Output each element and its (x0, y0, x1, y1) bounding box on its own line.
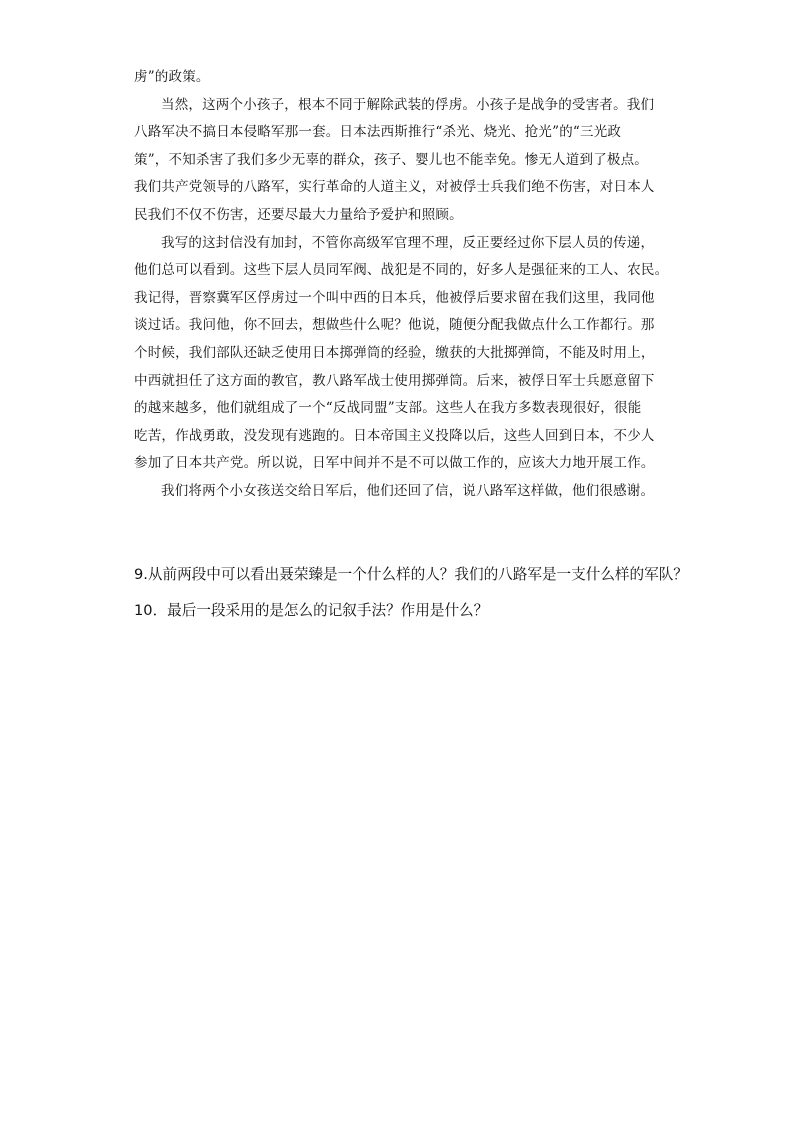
passage-line: 我记得，晋察冀军区俘虏过一个叫中西的日本兵，他被俘后要求留在我们这里，我同他 (134, 289, 655, 306)
question-9: 9.从前两段中可以看出聂荣臻是一个什么样的人？我们的八路军是一支什么样的军队？ (134, 566, 688, 583)
passage-line: 中西就担任了这方面的教官，教八路军战士使用掷弹筒。后来，被俘日军士兵愿意留下 (134, 372, 655, 389)
passage-text (134, 64, 669, 506)
passage-line: 民我们不仅不伤害，还要尽最大力量给予爱护和照顾。 (134, 206, 463, 223)
passage-line: 八路军决不搞日本侵略军那一套。日本法西斯推行“杀光、烧光、抢光”的“三光政 (134, 124, 622, 141)
passage-line: 的越来越多，他们就组成了一个“反战同盟”支部。这些人在我方多数表现很好，很能 (134, 400, 642, 417)
passage-line: 参加了日本共产党。所以说，日军中间并不是不可以做工作的，应该大力地开展工作。 (134, 455, 655, 472)
passage-line: 我们共产党领导的八路军，实行革命的人道主义，对被俘士兵我们绝不伤害，对日本人 (134, 179, 655, 196)
passage-line: 策”，不知杀害了我们多少无辜的群众，孩子、婴儿也不能幸免。惨无人道到了极点。 (134, 151, 649, 168)
passage-line: 吃苦，作战勇敢，没发现有逃跑的。日本帝国主义投降以后，这些人回到日本，不少人 (134, 427, 655, 444)
passage-line: 我写的这封信没有加封，不管你高级军官理不理，反正要经过你下层人员的传递， (161, 234, 655, 251)
passage-line: 虏”的政策。 (134, 69, 210, 85)
passage-line: 谈过话。我问他，你不回去，想做些什么呢？他说，随便分配我做点什么工作都行。那 (134, 317, 655, 334)
passage-line: 当然，这两个小孩子，根本不同于解除武装的俘虏。小孩子是战争的受害者。我们 (161, 96, 655, 113)
passage-line: 他们总可以看到。这些下层人员同军阀、战犯是不同的，好多人是强征来的工人、农民。 (134, 262, 669, 279)
passage-line: 我们将两个小女孩送交给日军后，他们还回了信，说八路军这样做，他们很感谢。 (161, 482, 655, 499)
passage-line: 个时候，我们部队还缺乏使用日本掷弹筒的经验，缴获的大批掷弹筒，不能及时用上， (134, 344, 655, 361)
question-10: 10．最后一段采用的是怎么的记叙手法？作用是什么？ (134, 602, 489, 619)
